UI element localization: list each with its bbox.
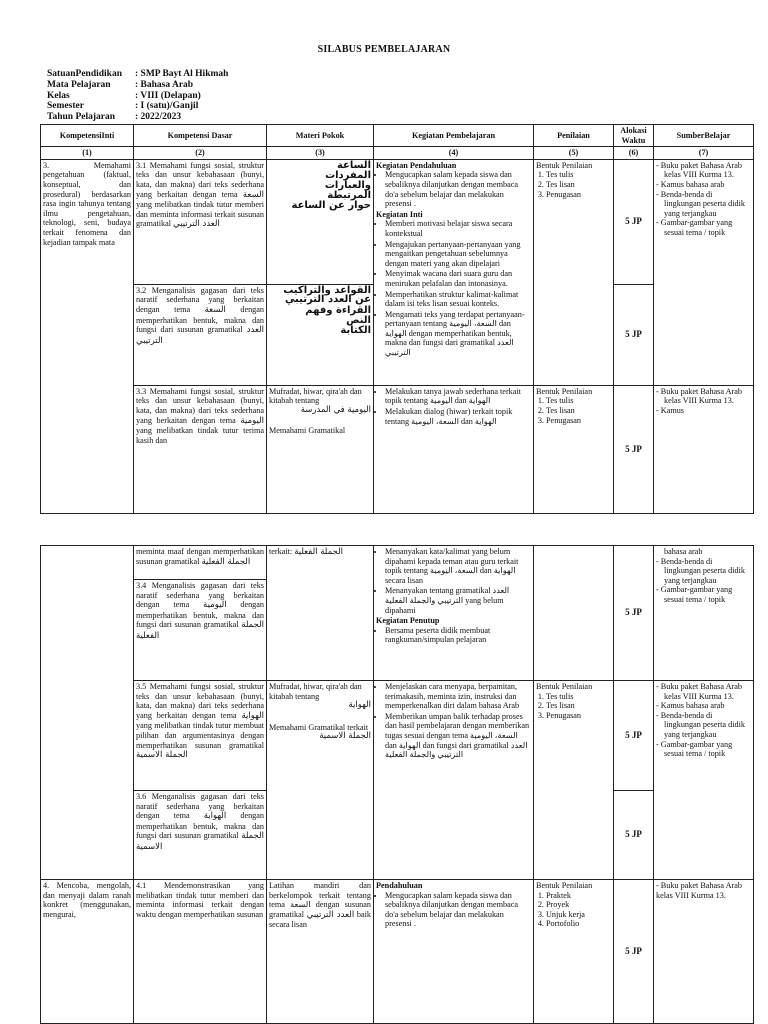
meta-value: : VIII (Delapan) xyxy=(135,90,201,101)
materi-cell xyxy=(267,880,374,1024)
alokasi-cell: 5 JP xyxy=(614,546,654,681)
ki-cell: 4. Mencoba, mengolah, dan menyaji dalam ranah konkret (menggunakan, mengurai, xyxy=(41,880,134,1024)
kegiatan-heading: Kegiatan Penutup xyxy=(376,616,440,626)
kd-text: 3.5 Memahami fungsi sosial, struktur teks dan unsur kebahasaan (bunyi, kata, dan makna) dari teks sederhana yang berkaitan dengan tema xyxy=(136,682,264,720)
col-number: (4) xyxy=(374,147,534,160)
col-number: (6) xyxy=(614,147,654,160)
penilaian-item: 3. Unjuk kerja xyxy=(546,910,611,920)
materi-cell xyxy=(267,284,374,385)
meta-key: Kelas xyxy=(47,90,70,101)
kd-text: 3.1 Memahami fungsi sosial, struktur teks dan unsur kebahasaan (bunyi, kata, dan makna) dari teks sederhana yang berkaitan dengan tema xyxy=(136,160,264,199)
materi-text: Memahami Gramatikal xyxy=(269,425,346,435)
sumber-item: - Buku paket Bahasa Arab kelas VIII Kurma 13. xyxy=(664,682,751,701)
arabic-text: الجملة الاسمية xyxy=(319,731,371,742)
kegiatan-cell xyxy=(374,880,534,1024)
kegiatan-cell xyxy=(374,546,534,681)
materi-cell xyxy=(267,385,374,513)
penilaian-heading: Bentuk Penilaian xyxy=(536,682,593,691)
kd-text: dengan memperhatikan bentuk, makna dan fungsi dari susunan gramatikal xyxy=(136,600,265,630)
penilaian-heading: Bentuk Penilaian xyxy=(536,881,593,890)
col-number: (2) xyxy=(134,147,267,160)
meta-value: : SMP Bayt Al Hikmah xyxy=(135,69,229,79)
meta-key: Tahun Pelajaran xyxy=(47,112,116,123)
kegiatan-item: • Menanyakan kata/kalimat yang belum dipahami kepada teman atau guru terkait topik tentang السعة، اليومية dan الهواية secara lisan xyxy=(385,547,531,585)
meta-row xyxy=(47,91,228,102)
penilaian-heading: Bentuk Penilaian xyxy=(536,160,593,170)
penilaian-cell xyxy=(534,385,614,513)
sumber-item: - Gambar-gambar yang sesuai tema / topik xyxy=(664,740,751,759)
kd-text: yang melibatkan tindak tutur memberi dan meminta informasi terkait susunan gramatikal xyxy=(136,200,264,229)
kegiatan-cell xyxy=(374,159,534,385)
kd-text: 3.2 Menganalisis gagasan dari teks naratif sederhana yang berkaitan dengan tema xyxy=(136,285,264,314)
meta-row xyxy=(47,101,228,112)
alokasi-cell: 5 JP xyxy=(614,159,654,284)
materi-text: Mufradat, hiwar, qira'ah dan kitabah tentang xyxy=(269,682,362,701)
kd-text: yang melibatkan tindak tutur membuat pilihan dan argumentasinya dengan memperhatikan susunan gramatikal xyxy=(136,721,264,750)
sumber-item: - Gambar-gambar yang sesuai tema / topik xyxy=(664,585,751,604)
kegiatan-cell xyxy=(374,681,534,880)
kd-cell xyxy=(134,546,267,580)
materi-text: terkait: xyxy=(269,547,293,556)
kegiatan-heading: Pendahuluan xyxy=(376,881,423,890)
penilaian-cell xyxy=(534,880,614,1024)
alokasi-cell: 5 JP xyxy=(614,681,654,791)
penilaian-item: 2. Tes lisan xyxy=(546,701,611,711)
materi-text: Latihan mandiri dan berkelompok terkait tentang tema السعة dengan susunan gramatikal xyxy=(269,881,371,919)
kegiatan-item: • Mengucapkan salam kepada siswa dan sebaliknya dilanjutkan dengan membaca do'a sebelum belajar dan melakukan presensi . xyxy=(385,891,531,929)
kegiatan-item: • Mengucapkan salam kepada siswa dan sebaliknya dilanjutkan dengan membaca do'a sebelum belajar dan melakukan presensi . xyxy=(385,170,531,208)
col-header-penilaian: Penilaian xyxy=(534,125,614,147)
materi-item: • القواعد والتراكيب عن العدد الترتيبي xyxy=(278,286,371,305)
arabic-text: الجملة الفعلية xyxy=(136,620,264,641)
arabic-text: الهواية xyxy=(348,700,371,711)
penilaian-item: 3. Penugasan xyxy=(546,190,611,200)
arabic-text: السعة xyxy=(242,189,264,200)
kd-cell xyxy=(134,580,267,681)
penilaian-cell xyxy=(534,681,614,880)
kd-text: dengan memperhatikan bentuk, makna dan fungsi dari susunan gramatikal xyxy=(136,304,265,335)
kegiatan-item: • Menjelaskan cara menyapa, berpamitan, terimakasih, meminta izin, instruksi dan memperkenalkan diri dalam bahasa Arab xyxy=(385,682,531,711)
kd-cell xyxy=(134,284,267,385)
col-number: (7) xyxy=(654,147,754,160)
meta-value: : I (satu)/Ganjil xyxy=(135,101,199,112)
kd-text: 3.6 Menganalisis gagasan dari teks naratif sederhana yang berkaitan dengan tema xyxy=(136,792,264,821)
materi-text: Mufradat, hiwar, qira'ah dan kitabah tentang xyxy=(269,386,362,406)
penilaian-cell xyxy=(534,546,614,681)
materi-item: • المفردات والعبارات المرتبطة xyxy=(278,171,371,200)
arabic-text: العدد الترتيبي xyxy=(173,219,220,230)
penilaian-item: 1. Tes tulis xyxy=(546,170,611,180)
arabic-text: الجملة الاسمية xyxy=(136,750,188,761)
meta-row xyxy=(47,80,228,91)
syllabus-table-2 xyxy=(40,545,754,1024)
page-title: SILABUS PEMBELAJARAN xyxy=(317,44,451,55)
materi-text: Memahami Gramatikal terkait xyxy=(269,722,369,732)
alokasi-cell: 5 JP xyxy=(614,284,654,385)
meta-value: : 2022/2023 xyxy=(135,112,182,123)
materi-cell xyxy=(267,546,374,681)
col-number: (1) xyxy=(41,147,134,160)
sumber-item: - Gambar-gambar yang sesuai tema / topik xyxy=(664,218,751,237)
kd-text: yang melibatkan tindak tutur terima kasih dan xyxy=(136,426,264,445)
arabic-text: السعة xyxy=(204,304,226,315)
kegiatan-item: • Melakukan tanya jawab sederhana terkait topik tentang اليومية dan الهواية xyxy=(385,387,531,406)
col-header-ki: KompetensiInti xyxy=(41,125,134,147)
kegiatan-heading: Kegiatan Pendahuluan xyxy=(376,160,457,170)
meta-key: Mata Pelajaran xyxy=(47,79,111,90)
materi-item: • الساعة xyxy=(278,161,371,171)
kd-text: dengan memperhatikan bentuk, makna dan fungsi dari susunan gramatikal xyxy=(136,811,264,841)
penilaian-cell xyxy=(534,159,614,385)
sumber-item: - Benda-benda di lingkungan peserta didik yang terjangkau xyxy=(664,190,751,219)
penilaian-item: 4. Portofolio xyxy=(546,919,611,929)
arabic-text: الهواية xyxy=(241,710,265,721)
kegiatan-item: • Menyimak wacana dari suara guru dan menirukan pelafalan dan intonasinya. xyxy=(385,269,531,288)
ki-cell xyxy=(41,546,134,880)
arabic-text: العدد الترتيبي xyxy=(306,909,355,920)
kegiatan-item: • Mengajukan pertanyaan-pertanyaan yang mengaitkan pengetahuan sebelumnya dengan materi yang akan dipelajari xyxy=(385,240,531,269)
penilaian-item: 1. Tes tulis xyxy=(546,692,611,702)
sumber-item: - Kamus xyxy=(664,406,751,416)
penilaian-heading: Bentuk Penilaian xyxy=(536,386,593,396)
kegiatan-cell xyxy=(374,385,534,513)
materi-item: • حوار عن الساعة xyxy=(278,201,371,211)
meta-value: : Bahasa Arab xyxy=(135,79,194,90)
col-header-alokasi: Alokasi Waktu xyxy=(614,125,654,147)
alokasi-cell: 5 JP xyxy=(614,880,654,1024)
sumber-item: - Benda-benda di lingkungan peserta didik yang terjangkau xyxy=(664,557,751,586)
kd-cell: 4.1 Mendemonstrasikan yang melibatkan tindak tutur memberi dan meminta informasi terkait dengan waktu dengan memperhatikan susunan xyxy=(134,880,267,1024)
kd-cell xyxy=(134,681,267,791)
penilaian-item: 2. Tes lisan xyxy=(546,180,611,190)
meta-row xyxy=(47,112,228,123)
kd-text: 3.4 Menganalisis gagasan dari teks naratif sederhana yang berkaitan dengan tema xyxy=(136,581,264,610)
kegiatan-item: • Memperhatikan struktur kalimat-kalimat dalam isi teks lisan sesuai konteks. xyxy=(385,290,531,309)
sumber-cell: - Buku paket Bahasa Arab kelas VIII Kurma 13. xyxy=(654,880,754,1024)
alokasi-cell: 5 JP xyxy=(614,385,654,513)
kd-text: 3.3 Memahami fungsi sosial, struktur teks dan unsur kebahasaan (bunyi, kata, dan makna) dari teks sederhana yang berkaitan dengan tema xyxy=(136,386,264,425)
sumber-item: - Buku paket Bahasa Arab kelas VIII Kurma 13. xyxy=(664,161,751,180)
sumber-item: bahasa arab xyxy=(664,547,703,556)
sumber-cell xyxy=(654,385,754,513)
sumber-item: - Kamus bahasa arab xyxy=(664,701,751,711)
kegiatan-item: • Melakukan dialog (hiwar) terkait topik tentang السعة، اليومية dan الهواية xyxy=(385,407,531,426)
kegiatan-item: • Memberikan umpan balik terhadap proses dan hasil pembelajaran dengan memberikan tugas sesuai dengan tema السعة، اليومية dan الهواية dan fungsi dari gramatikal العدد الترتيبي والجملة الفعلية xyxy=(385,712,531,760)
col-header-kegiatan: Kegiatan Pembelajaran xyxy=(374,125,534,147)
sumber-cell xyxy=(654,681,754,880)
kegiatan-heading: Kegiatan Inti xyxy=(376,209,423,219)
materi-cell xyxy=(267,159,374,284)
sumber-cell xyxy=(654,546,754,681)
kegiatan-item: • Mengamati teks yang terdapat pertanyaan-pertanyaan tentang السعة، اليومية dan الهواية dengan memperhatikan bentuk, makna dan fungsi dari gramatikal العدد الترتيبي xyxy=(385,310,531,358)
meta-row xyxy=(47,69,228,80)
alokasi-cell: 5 JP xyxy=(614,791,654,880)
col-header-sumber: SumberBelajar xyxy=(654,125,754,147)
ki-cell: 3. Memahami pengetahuan (faktual, konseptual, dan prosedural) berdasarkan rasa ingin tahunya tentang ilmu pengetahuan, teknologi, seni, budaya terkait fenomena dan kejadian tampak mata xyxy=(41,159,134,513)
arabic-text: الجملة الفعلية xyxy=(294,547,343,557)
penilaian-item: 3. Penugasan xyxy=(546,416,611,426)
arabic-text: اليومية في المدرسة xyxy=(300,404,371,415)
col-header-kd: Kompetensi Dasar xyxy=(134,125,267,147)
kegiatan-item: • Bersama peserta didik membuat rangkuman/simpulan pelajaran xyxy=(385,626,531,645)
sumber-item: - Benda-benda di lingkungan peserta didik yang terjangkau xyxy=(664,711,751,740)
kd-cell xyxy=(134,159,267,284)
meta-key: Semester xyxy=(47,101,84,112)
syllabus-table-1 xyxy=(40,124,754,514)
penilaian-item: 1. Tes tulis xyxy=(546,396,611,406)
meta-key: SatuanPendidikan xyxy=(47,69,122,79)
materi-text: baik secara lisan xyxy=(269,909,372,930)
arabic-text: الجملة الفعلية xyxy=(201,556,251,567)
col-number: (5) xyxy=(534,147,614,160)
arabic-text: الهواية xyxy=(203,811,227,822)
materi-cell xyxy=(267,681,374,880)
arabic-text: الجملة الاسمية xyxy=(136,831,264,852)
sumber-item: - Buku paket Bahasa Arab kelas VIII Kurma 13. xyxy=(664,387,751,406)
penilaian-item: 3. Penugasan xyxy=(546,711,611,721)
penilaian-item: 2. Tes lisan xyxy=(546,406,611,416)
kegiatan-item: • Menanyakan tentang gramatikal العدد الترتيبي والجملة الفعلية yang belum dipahami xyxy=(385,586,531,615)
kd-cell xyxy=(134,791,267,880)
kd-cell xyxy=(134,385,267,513)
penilaian-item: 1. Praktek xyxy=(546,891,611,901)
arabic-text: اليومية xyxy=(203,600,227,611)
penilaian-item: 2. Proyek xyxy=(546,900,611,910)
col-number: (3) xyxy=(267,147,374,160)
sumber-item: - Kamus bahasa arab xyxy=(664,180,751,190)
kegiatan-item: • Memberi motivasi belajar siswa secara kontekstual xyxy=(385,219,531,238)
arabic-text: اليومية xyxy=(240,415,264,426)
materi-item: • الكتابة xyxy=(278,326,371,336)
materi-item: • القراءة وفهم النص xyxy=(278,306,371,325)
kd-text: meminta maaf dengan memperhatikan susunan gramatikal xyxy=(136,547,264,566)
syllabus-meta xyxy=(47,69,228,123)
arabic-text: العدد الترتيبي xyxy=(136,325,265,346)
col-header-materi: Materi Pokok xyxy=(267,125,374,147)
sumber-cell xyxy=(654,159,754,385)
